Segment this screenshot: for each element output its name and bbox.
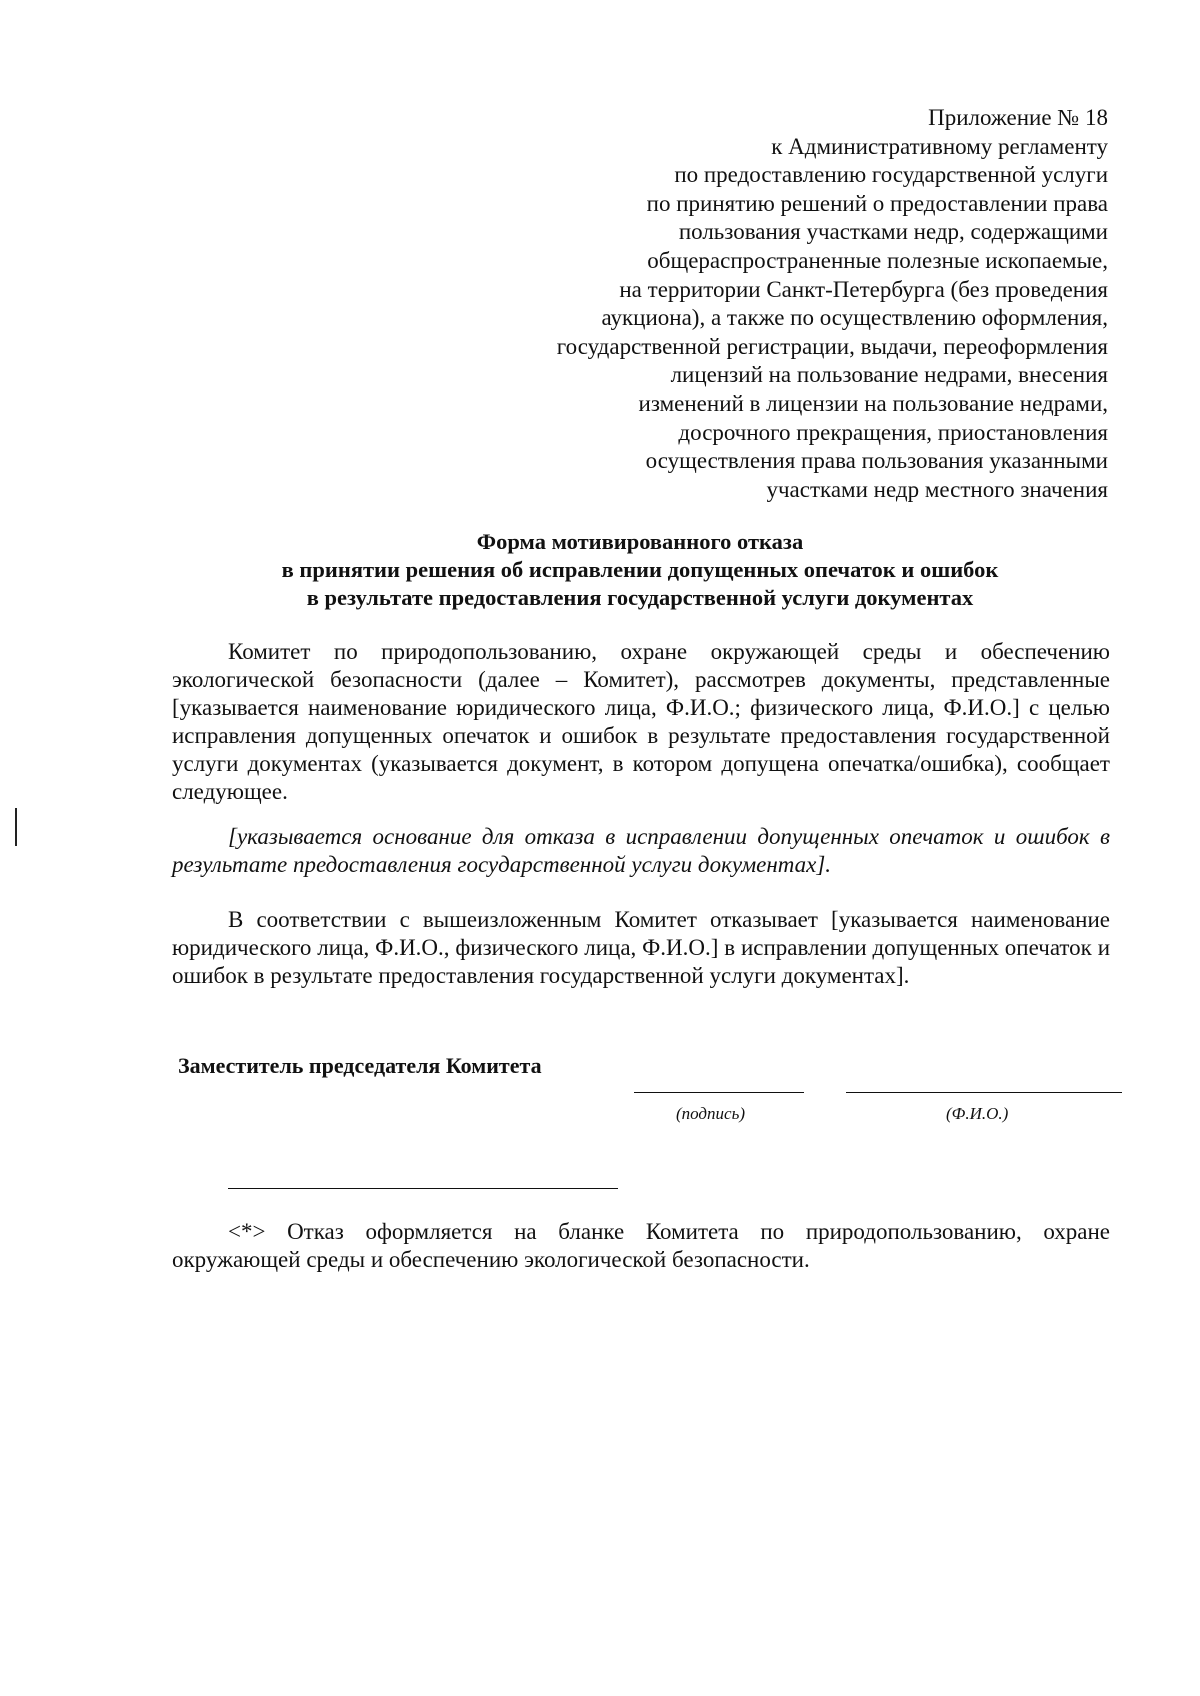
appendix-line: по принятию решений о предоставлении права <box>646 190 1108 216</box>
appendix-line: общераспространенные полезные ископаемые, <box>647 247 1108 273</box>
appendix-line: на территории Санкт-Петербурга (без проведения <box>619 276 1108 302</box>
form-title-line: в принятии решения об исправлении допущенных опечаток и ошибок <box>281 557 999 582</box>
form-title-line: Форма мотивированного отказа <box>476 529 804 554</box>
appendix-line: по предоставлению государственной услуги <box>674 162 1108 188</box>
appendix-line: изменений в лицензии на пользование недрами, <box>638 390 1108 416</box>
scan-margin-mark <box>15 808 17 846</box>
full-name-caption: (Ф.И.О.) <box>946 1104 1009 1123</box>
signature-line <box>634 1092 804 1093</box>
signatory-position: Заместитель председателя Комитета <box>178 1053 542 1078</box>
appendix-line: государственной регистрации, выдачи, переоформления <box>556 333 1108 359</box>
appendix-header <box>468 104 1108 504</box>
form-title <box>170 528 1110 612</box>
appendix-line: лицензий на пользование недрами, внесения <box>670 362 1108 388</box>
paragraph-committee-review: Комитет по природопользованию, охране окружающей среды и обеспечению экологической безопасности (далее – Комитет), рассмотрев документы, представленные [указывается наименование юридического лица, Ф.И.О.; физического лица, Ф.И.О.] с целью исправления допущенных опечаток и ошибок в результате предоставления государственной услуги документах (указывается документ, в котором допущена опечатка/ошибка), сообщает следующее. <box>172 639 1110 804</box>
appendix-line: к Административному регламенту <box>771 133 1108 159</box>
paragraph-refusal-decision: В соответствии с вышеизложенным Комитет отказывает [указывается наименование юридического лица, Ф.И.О., физического лица, Ф.И.О.] в исправлении допущенных опечаток и ошибок в результате предоставления государственной услуги документах]. <box>172 907 1110 988</box>
footnote-separator <box>228 1188 618 1189</box>
appendix-line: досрочного прекращения, приостановления <box>678 419 1108 445</box>
paragraph-refusal-reason: [указывается основание для отказа в исправлении допущенных опечаток и ошибок в результате предоставления государственной услуги документах]. <box>172 824 1110 877</box>
appendix-line: осуществления права пользования указанными <box>645 448 1108 474</box>
appendix-number: Приложение № 18 <box>928 105 1108 130</box>
appendix-line: аукциона), а также по осуществлению оформления, <box>601 305 1108 331</box>
signature-caption: (подпись) <box>676 1104 745 1123</box>
appendix-line: пользования участками недр, содержащими <box>678 219 1108 245</box>
appendix-line: участками недр местного значения <box>766 476 1108 502</box>
footnote-text: <*> Отказ оформляется на бланке Комитета по природопользованию, охране окружающей среды и обеспечению экологической безопасности. <box>172 1219 1110 1272</box>
full-name-line <box>846 1092 1122 1093</box>
form-title-line: в результате предоставления государственной услуги документах <box>306 585 974 610</box>
